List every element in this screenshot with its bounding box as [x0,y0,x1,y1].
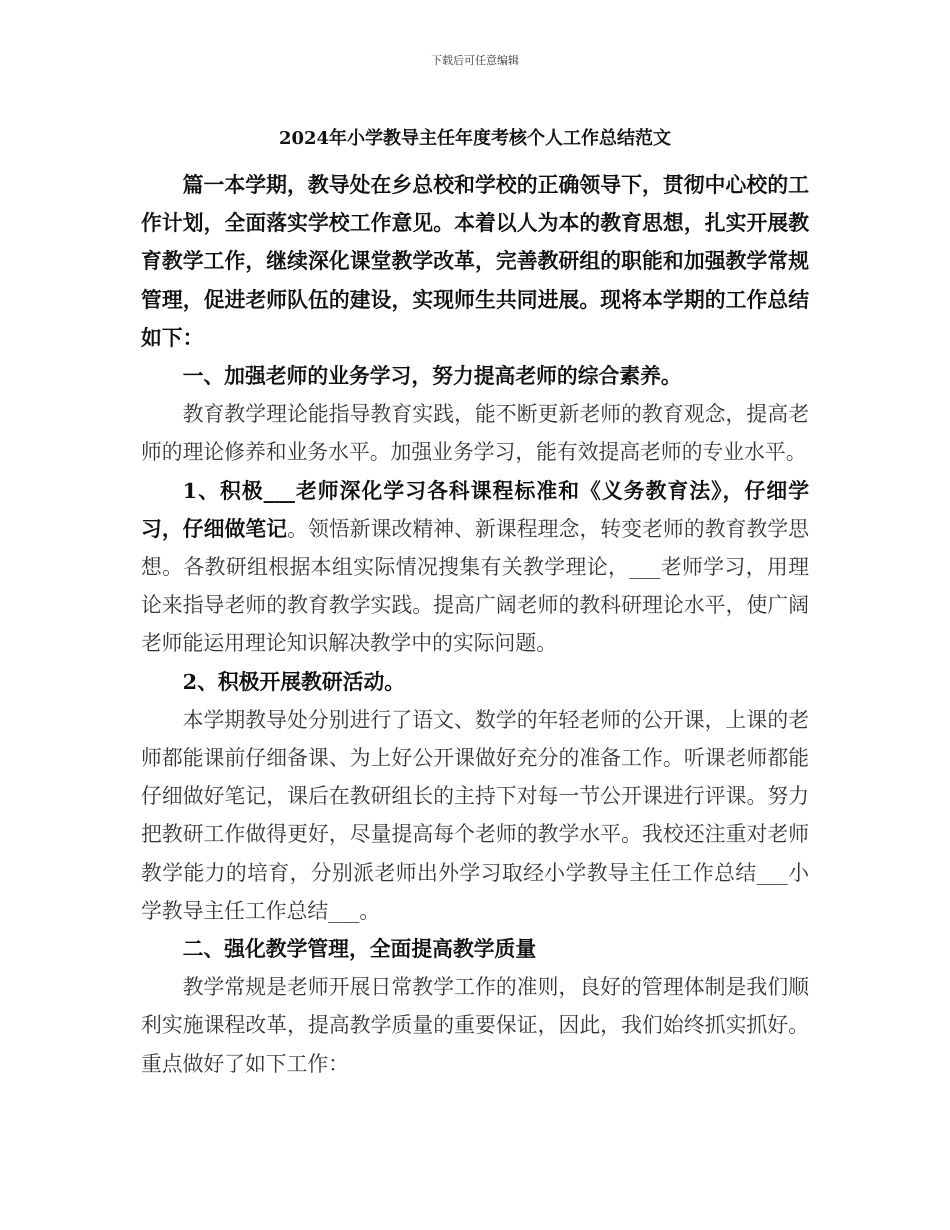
item-heading-2: 2、积极开展教研活动。 [182,668,406,694]
paragraph-open-classes: 本学期教导处分别进行了语文、数学的年轻老师的公开课，上课的老师都能课前仔细备课、为上好公开课做好充分的准备工作。听课老师都能仔细做好笔记，课后在教研组长的主持下对每一节公开课进行评课。努力把教研工作做得更好，尽量提高每个老师的教学水平。我校还注重对老师教学能力的培育，分别派老师出外学习取经小学教导主任工作总结___小学教导主任工作总结___。 [141,707,809,923]
document-body [141,166,809,1083]
paragraph-routine: 教学常规是老师开展日常教学工作的准则，良好的管理体制是我们顺利实施课程改革，提高教学质量的重要保证，因此，我们始终抓实抓好。重点做好了如下工作： [141,975,809,1076]
section-heading-2: 二、强化教学管理，全面提高教学质量 [182,936,537,962]
paragraph-theory: 教育教学理论能指导教育实践，能不断更新老师的教育观念，提高老师的理论修养和业务水平。加强业务学习，能有效提高老师的专业水平。 [141,402,809,465]
page-header-note: 下载后可任意编辑 [431,54,519,67]
paragraph-item-1 [141,472,809,663]
intro-paragraph: 篇一本学期，教导处在乡总校和学校的正确领导下，贯彻中心校的工作计划，全面落实学校工作意见。本着以人为本的教育思想，扎实开展教育教学工作，继续深化课堂教学改革，完善教研组的职能和加强教学常规管理，促进老师队伍的建设，实现师生共同进展。现将本学期的工作总结如下： [141,172,809,350]
item-1-rest: 。领悟新课改精神、新课程理念，转变老师的教育教学思想。各教研组根据本组实际情况搜集有关教学理论，___老师学习，用理论来指导老师的教育教学实践。提高广阔老师的教科研理论水平，使广阔老师能运用理论知识解决教学中的实际问题。 [141,516,810,656]
item-1-lead: 1、积极___老师深化学习各科课程标准和《义务教育法》，仔细学习，仔细做笔记 [141,477,809,541]
section-heading-1: 一、加强老师的业务学习，努力提高老师的综合素养。 [182,363,682,389]
document-title: 2024年小学教导主任年度考核个人工作总结范文 [278,128,672,149]
